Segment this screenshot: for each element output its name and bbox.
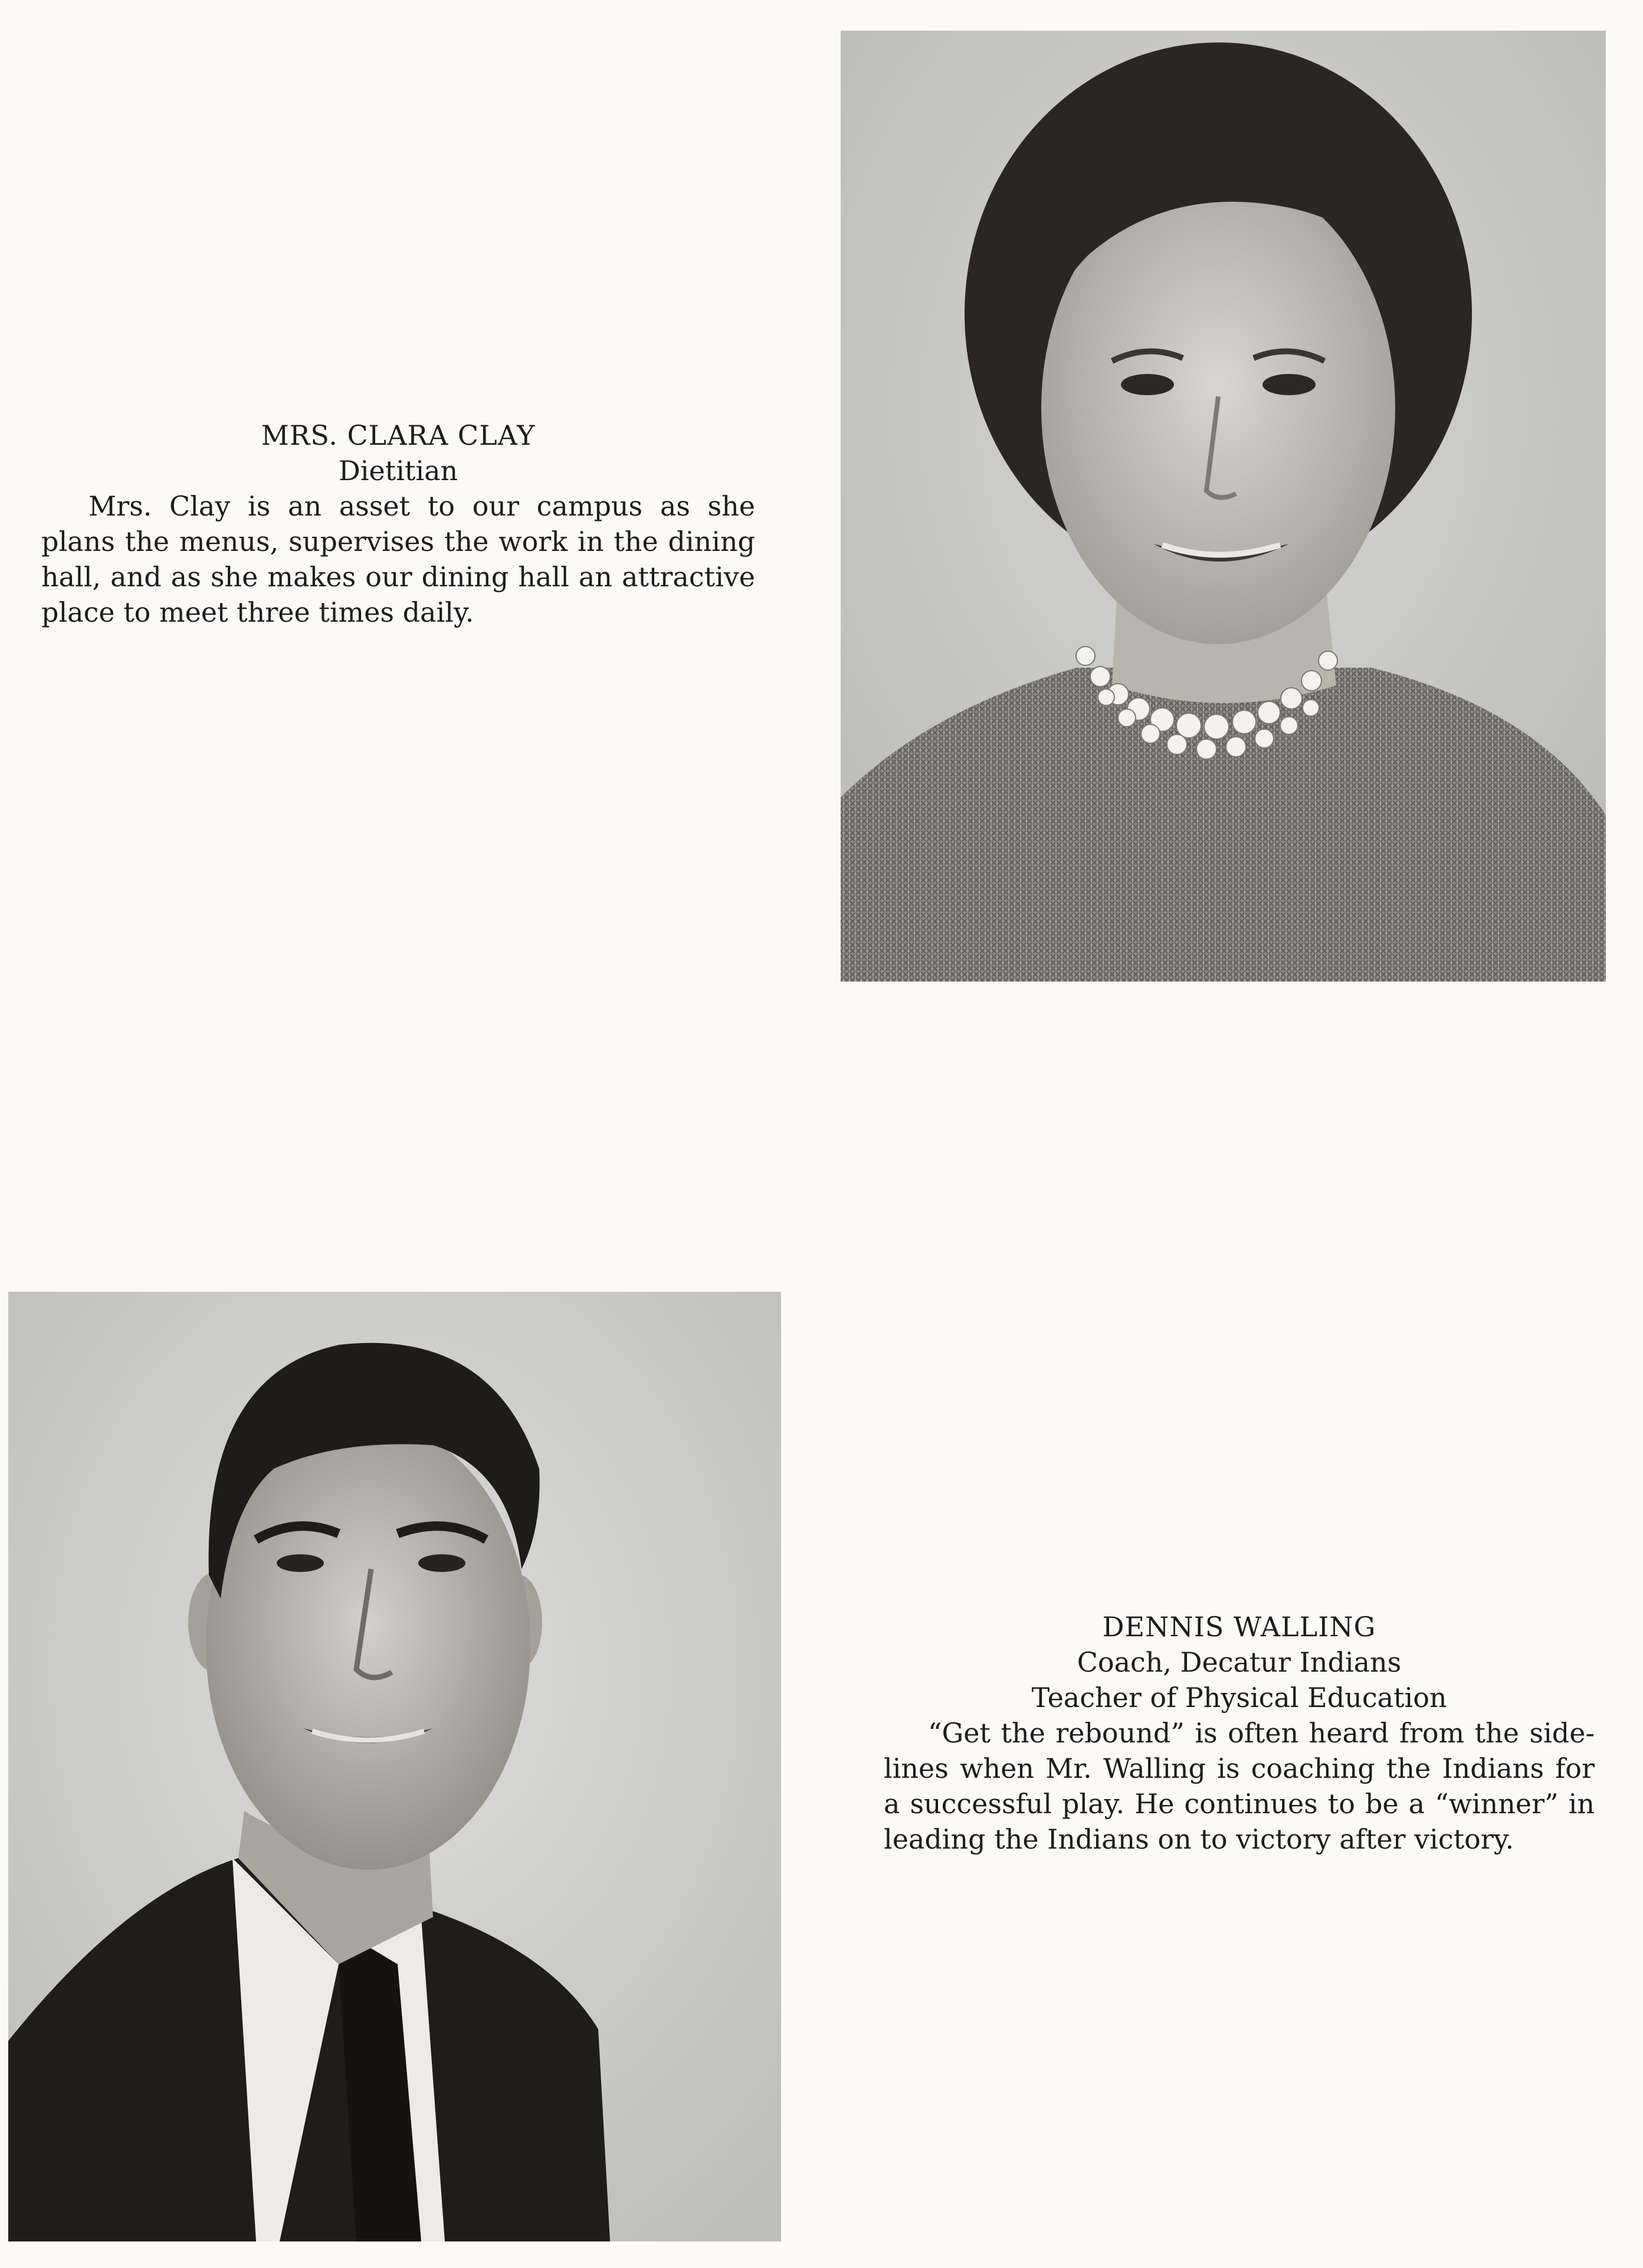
portrait-photo-clara-clay — [841, 31, 1606, 982]
profile-description: “Get the rebound” is often heard from the side-lines when Mr. Walling is coaching the Indians for a successful play. He continues to be a “winner” in leading the Indians on to victory after victory. — [884, 1717, 1595, 1855]
profile-name: DENNIS WALLING — [1102, 1611, 1376, 1643]
profile-caption-dennis-walling — [884, 1609, 1595, 1857]
profile-role: Teacher of Physical Education — [1031, 1682, 1447, 1714]
portrait-dennis-walling-image — [8, 1292, 781, 2241]
portrait-photo-dennis-walling — [8, 1292, 781, 2241]
profile-caption-clara-clay — [41, 418, 755, 630]
profile-role: Dietitian — [338, 455, 458, 487]
profile-role: Coach, Decatur Indians — [1077, 1646, 1402, 1678]
profile-name: MRS. CLARA CLAY — [261, 419, 536, 451]
portrait-clara-clay-image — [841, 31, 1606, 982]
profile-description: Mrs. Clay is an asset to our campus as she plans the menus, supervises the work in the dining hall, and as she makes our dining hall an attractive place to meet three times daily. — [41, 490, 755, 628]
